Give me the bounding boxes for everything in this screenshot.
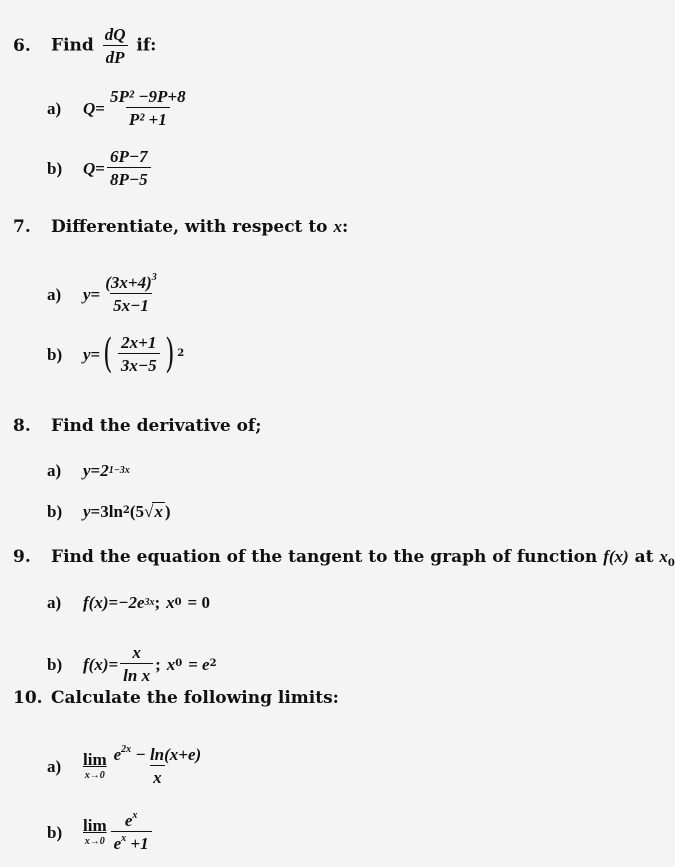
question-10 [13,690,339,707]
limit-subscript: x→0 [84,836,105,847]
limit-operator [83,751,107,781]
lhs: y [83,461,91,480]
question-text-after: : [341,217,349,237]
part-label: b) [47,654,63,674]
question-7 [13,218,348,236]
question-8 [13,418,262,435]
fraction-numerator [122,812,141,831]
derivative-fraction [102,26,129,66]
left-paren: ( [103,331,113,377]
part-10a [47,746,206,786]
separator: ; [154,593,161,612]
x-var: x [166,654,176,674]
lhs: y [83,284,91,304]
question-9 [13,547,675,569]
question-number: 8. [13,416,31,436]
part-label: b) [47,158,63,178]
separator: ; [155,654,161,674]
part-label: b) [47,822,63,842]
denominator-rest: +1 [126,834,149,853]
right-paren: ) [164,331,175,377]
question-text: Find [51,35,94,56]
fraction-denominator: 3x−5 [118,353,160,374]
fraction-denominator: x [150,765,165,786]
rhs: −2e [118,593,145,612]
fraction-numerator [111,746,205,765]
denominator-exponent: x [121,833,127,844]
limit-text: lim [83,816,107,835]
question-text: Differentiate, with respect to [51,217,328,237]
limit-operator [83,817,107,847]
numerator-exponent: x [132,810,138,821]
part-9a: a) f(x) = −2e 3x ; x 0 = 0 [47,593,210,612]
part-6b [47,148,153,188]
part-10b [47,812,154,852]
fraction-denominator: 8P−5 [107,167,151,188]
radical-sign-icon: √ [144,502,154,521]
limit-text: lim [83,750,107,769]
equals-sign: = [95,158,105,178]
fraction-numerator: 6P−7 [109,147,148,166]
lhs: f(x) [83,654,109,674]
numerator-e: e [124,811,133,830]
numerator-rest: − ln(x+e) [131,745,202,764]
fraction [118,334,160,374]
fraction-denominator [111,831,152,852]
question-text: Calculate the following limits: [51,688,339,708]
part-7b: b) y = ( $\frac{2x+1}{3x-5}$ ) 2 [47,331,185,377]
fraction [111,812,152,852]
part-8a: a) y = 2 1−3x [47,461,130,480]
equals-sign: = [90,344,101,364]
fraction [111,746,205,786]
part-9b: b) f(x) = $\frac{x}{\text{ln x}}$ ; x 0 = e 2 [47,643,217,685]
at-word: at [634,547,654,567]
inner-open: (5 [129,501,145,521]
fraction-numerator: 5P² −9P+8 [109,87,186,106]
fraction [102,274,160,314]
x0: x [659,547,668,566]
part-label: a) [47,756,62,776]
part-label: b) [47,344,63,364]
variable: x [333,217,342,236]
part-label: b) [47,501,63,521]
question-text: Find the derivative of; [51,416,262,436]
question-text-after: if: [136,35,157,56]
x-var: x [166,593,175,612]
part-6a [47,88,191,128]
lhs: y [83,344,91,364]
lhs: y [83,501,91,521]
lhs: f(x) [83,593,109,612]
fraction-numerator [102,274,160,293]
fraction [107,148,151,188]
equals-sign: = [90,284,101,304]
fraction-denominator: ln x [120,663,153,684]
denominator-e: e [113,834,122,853]
fraction-numerator: x [132,643,141,662]
equals-sign: = [95,98,105,118]
question-number: 9. [13,547,31,567]
fraction-denominator: 5x−1 [110,293,152,314]
numerator-exponent: 3 [151,272,157,283]
square-root [144,502,165,520]
lhs: Q [83,98,96,118]
coefficient-ln: 3ln [100,501,123,521]
fraction [120,644,153,684]
part-label: a) [47,98,62,118]
fraction-numerator: 2x+1 [121,333,157,352]
question-text: Find the equation of the tangent to the graph of function [51,547,598,567]
numerator-base: (3x+4) [105,273,152,292]
fraction-numerator: dQ [104,25,126,44]
question-number: 10. [13,688,43,708]
fraction [107,88,189,128]
part-7a [47,274,162,314]
part-8b: b) y = 3ln 2 (5 √ x ) [47,501,171,521]
x-value: = 0 [187,593,210,612]
base: 2 [100,461,109,480]
function-name: f(x) [603,547,629,566]
equals-sign: = [90,501,101,521]
equals-sign: = [90,461,101,480]
question-number: 7. [13,217,31,237]
question-number: 6. [13,35,31,56]
equals-sign: = [108,593,119,612]
x-value: = e [188,654,210,674]
equals-sign: = [108,654,119,674]
limit-subscript: x→0 [84,770,105,781]
numerator-exponent: 2x [121,744,132,755]
part-label: a) [47,284,62,304]
fraction-denominator: dP [103,45,128,66]
part-label: a) [47,593,62,612]
radicand: x [154,502,163,521]
lhs: Q [83,158,96,178]
inner-close: ) [164,501,171,521]
question-6 [13,26,156,66]
numerator-e: e [113,745,122,764]
fraction-denominator: P² +1 [126,107,170,128]
x0-subscript: 0 [667,558,675,569]
part-label: a) [47,461,62,480]
